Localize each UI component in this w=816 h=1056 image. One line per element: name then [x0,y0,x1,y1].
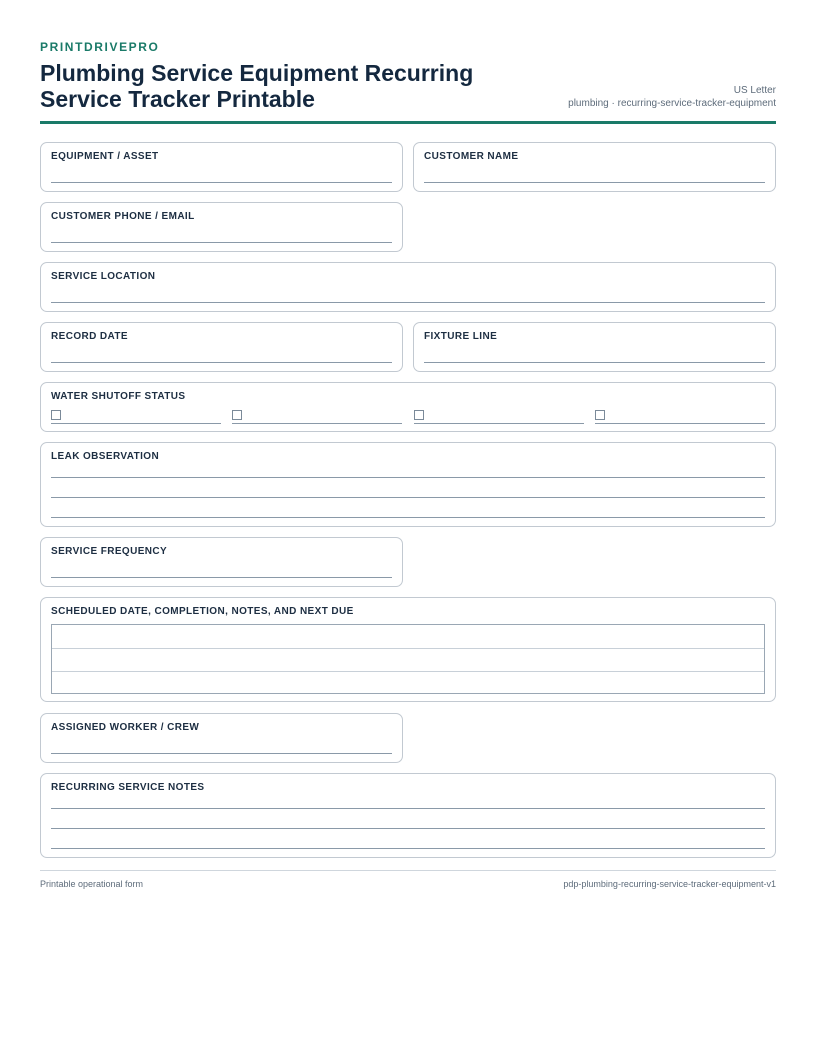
schedule-label: SCHEDULED DATE, COMPLETION, NOTES, AND NEXT DUE [51,606,354,617]
brand-name: PRINTDRIVEPRO [40,40,160,54]
water-shutoff-options [51,409,765,423]
option-write-line[interactable] [232,423,402,424]
checkbox[interactable] [51,410,61,420]
checkbox[interactable] [232,410,242,420]
fixture-line-label: FIXTURE LINE [424,331,498,342]
shutoff-option-4[interactable] [595,409,765,423]
water-shutoff-label: WATER SHUTOFF STATUS [51,391,186,402]
record-date-label: RECORD DATE [51,331,128,342]
shutoff-option-2[interactable] [232,409,402,423]
assigned-worker-label: ASSIGNED WORKER / CREW [51,722,200,733]
footer-form-id: pdp-plumbing-recurring-service-tracker-equipment-v1 [563,879,776,889]
record-date-write-line[interactable] [51,362,392,363]
leak-observation-label: LEAK OBSERVATION [51,451,160,462]
record-date-field[interactable] [40,322,403,372]
customer-contact-write-line[interactable] [51,242,392,243]
schedule-table [51,624,765,694]
footer-description: Printable operational form [40,879,144,889]
customer-contact-label: CUSTOMER PHONE / EMAIL [51,211,195,222]
footer-divider [40,870,776,871]
leak-observation-line-3[interactable] [51,517,765,518]
equipment-write-line[interactable] [51,182,392,183]
form-tags: plumbing · recurring-service-tracker-equipment [568,98,776,109]
recurring-notes-field[interactable] [40,773,776,858]
water-shutoff-field [40,382,776,432]
customer-name-write-line[interactable] [424,182,765,183]
table-row-divider [52,671,764,672]
assigned-worker-write-line[interactable] [51,753,392,754]
schedule-field [40,597,776,702]
service-location-label: SERVICE LOCATION [51,271,156,282]
leak-observation-line-1[interactable] [51,477,765,478]
customer-name-field[interactable] [413,142,776,192]
service-location-field[interactable] [40,262,776,312]
page-title: Plumbing Service Equipment Recurring Service Tracker Printable [40,60,474,112]
recurring-notes-line-2[interactable] [51,828,765,829]
customer-contact-field[interactable] [40,202,403,252]
leak-observation-field[interactable] [40,442,776,527]
shutoff-option-3[interactable] [414,409,584,423]
fixture-line-field[interactable] [413,322,776,372]
service-frequency-write-line[interactable] [51,577,392,578]
shutoff-option-1[interactable] [51,409,221,423]
service-frequency-label: SERVICE FREQUENCY [51,546,168,557]
option-write-line[interactable] [414,423,584,424]
checkbox[interactable] [414,410,424,420]
recurring-notes-label: RECURRING SERVICE NOTES [51,782,205,793]
fixture-line-write-line[interactable] [424,362,765,363]
checkbox[interactable] [595,410,605,420]
recurring-notes-line-1[interactable] [51,808,765,809]
page-meta [568,84,776,110]
option-write-line[interactable] [51,423,221,424]
assigned-worker-field[interactable] [40,713,403,763]
service-frequency-field[interactable] [40,537,403,587]
header-divider [40,121,776,124]
recurring-notes-line-3[interactable] [51,848,765,849]
option-write-line[interactable] [595,423,765,424]
equipment-field[interactable] [40,142,403,192]
equipment-label: EQUIPMENT / ASSET [51,151,159,162]
service-location-write-line[interactable] [51,302,765,303]
paper-size: US Letter [733,85,776,96]
customer-name-label: CUSTOMER NAME [424,151,519,162]
leak-observation-line-2[interactable] [51,497,765,498]
table-row-divider [52,648,764,649]
